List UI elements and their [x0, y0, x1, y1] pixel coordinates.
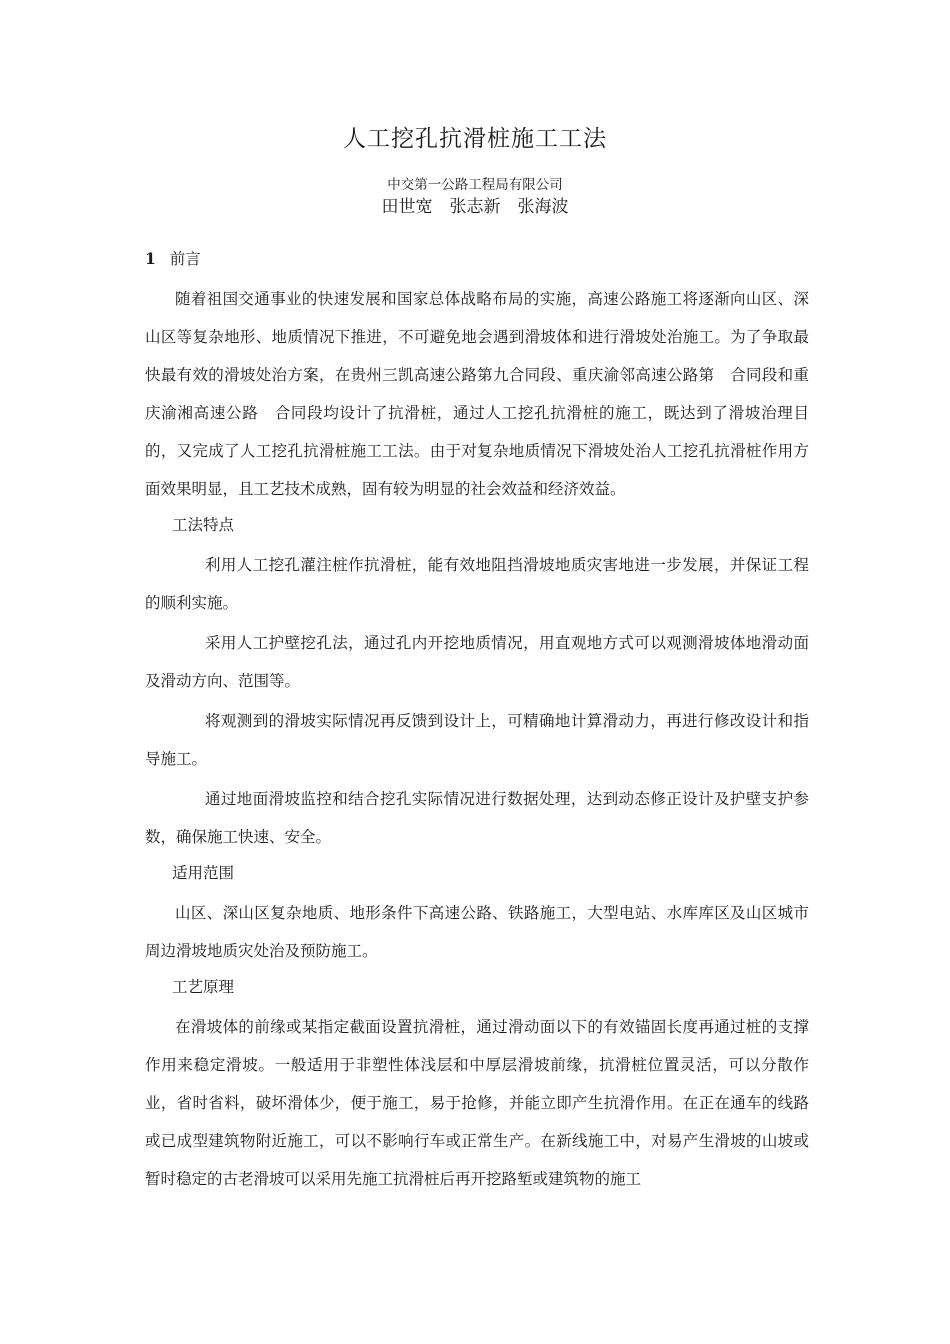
paragraph-principle: 在滑坡体的前缘或某指定截面设置抗滑桩，通过滑动面以下的有效锚固长度再通过桩的支撑作用来稳定滑坡。一般适用于非塑性体浅层和中厚层滑坡前缘，抗滑桩位置灵活，可以分散作业，省时省料，破坏滑体少，便于施工，易于抢修，并能立即产生抗滑作用。在正在通车的线路或已成型建筑物附近施工，可以不影响行车或正常生产。在新线施工中，对易产生滑坡的山坡或暂时稳定的古老滑坡可以采用先施工抗滑桩后再开挖路堑或建筑物的施工	[145, 1018, 809, 1188]
paragraph-intro: 随着祖国交通事业的快速发展和国家总体战略布局的实施，高速公路施工将逐渐向山区、深山区等复杂地形、地质情况下推进，不可避免地会遇到滑坡体和进行滑坡处治施工。为了争取最快最有效的滑坡处治方案，在贵州三凯高速公路第九合同段、重庆渝邻高速公路第 合同段和重庆渝湘高速公路 合同段均设计了抗滑桩，通过人工挖孔抗滑桩的施工，既达到了滑坡治理目的，又完成了人工挖孔抗滑桩施工工法。由于对复杂地质情况下滑坡处治人工挖孔抗滑桩作用方面效果明显，且工艺技术成熟，固有较为明显的社会效益和经济效益。	[145, 290, 809, 498]
paragraph-feature-3: 将观测到的滑坡实际情况再反馈到设计上，可精确地计算滑动力，再进行修改设计和指导施工。	[145, 712, 809, 768]
organization: 中交第一公路工程局有限公司	[387, 177, 563, 193]
section-number: 1	[145, 249, 156, 268]
section-heading-principle: 工艺原理	[172, 978, 235, 996]
document-title: 人工挖孔抗滑桩施工工法	[343, 126, 607, 152]
paragraph-feature-1: 利用人工挖孔灌注桩作抗滑桩，能有效地阻挡滑坡地质灾害地进一步发展，并保证工程的顺利实施。	[145, 556, 809, 612]
section-heading-intro	[145, 244, 809, 274]
section-heading-scope: 适用范围	[172, 864, 235, 882]
authors: 田世宽 张志新 张海波	[381, 197, 569, 217]
section-heading-features: 工法特点	[172, 516, 235, 534]
paragraph-feature-4: 通过地面滑坡监控和结合挖孔实际情况进行数据处理，达到动态修正设计及护壁支护参数，确保施工快速、安全。	[145, 790, 809, 846]
paragraph-scope: 山区、深山区复杂地质、地形条件下高速公路、铁路施工，大型电站、水库库区及山区城市周边滑坡地质灾处治及预防施工。	[145, 904, 809, 960]
section-label: 前言	[169, 250, 201, 268]
document-body	[145, 244, 809, 1200]
paragraph-feature-2: 采用人工护壁挖孔法，通过孔内开挖地质情况，用直观地方式可以观测滑坡体地滑动面及滑动方向、范围等。	[145, 634, 809, 690]
